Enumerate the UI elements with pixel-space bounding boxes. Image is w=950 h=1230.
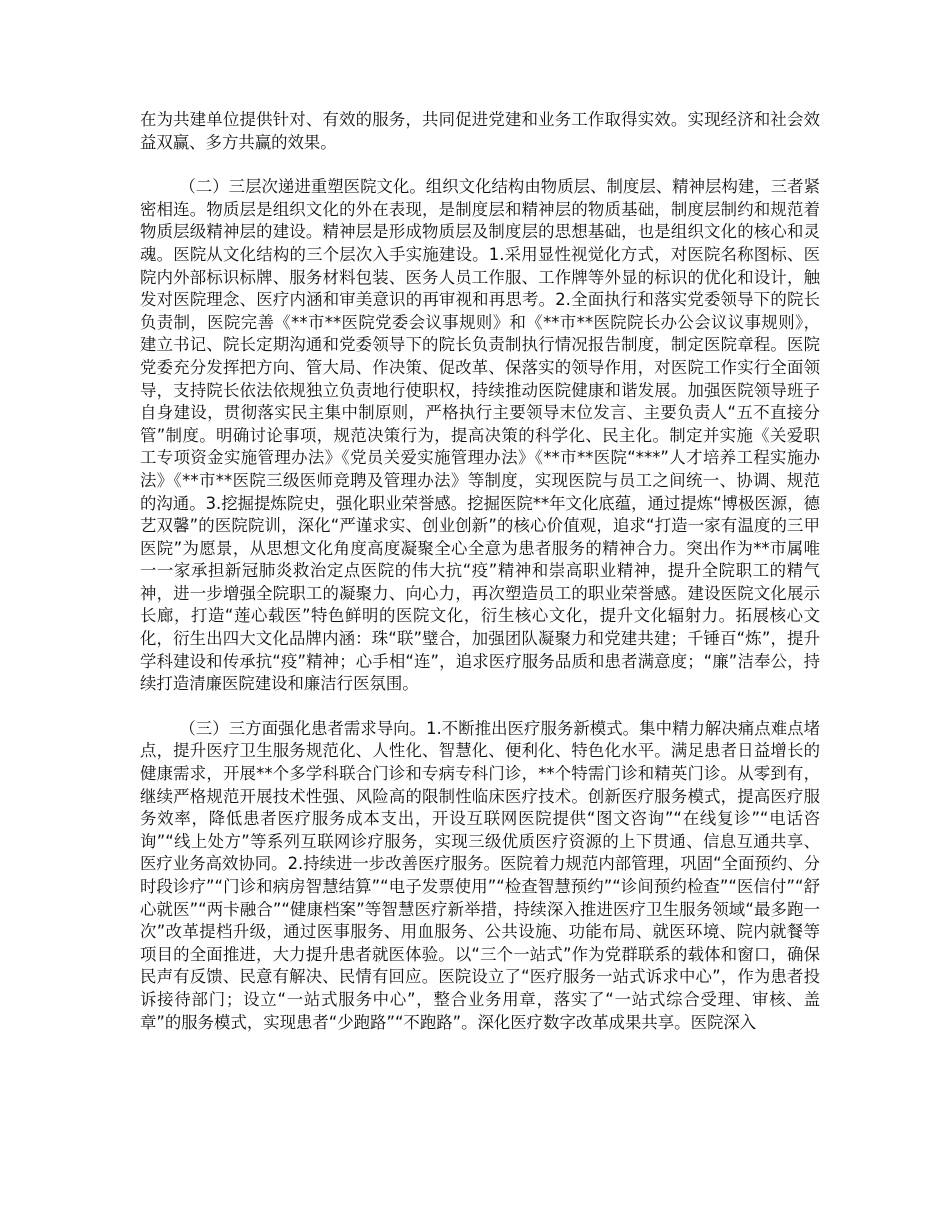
paragraph-hospital-culture: （二）三层次递进重塑医院文化。组织文化结构由物质层、制度层、精神层构建，三者紧密相连。物质层是组织文化的外在表现，是制度层和精神层的物质基础，制度层制约和规范着物质层级精神层的建设。精神层是形成物质层及制度层的思想基础，也是组织文化的核心和灵魂。医院从文化结构的三个层次入手实施建设。1.采用显性视觉化方式，对医院名称图标、医院内外部标识标牌、服务材料包装、医务人员工作服、工作牌等外显的标识的优化和设计，触发对医院理念、医疗内涵和审美意识的再审视和再思考。2.全面执行和落实党委领导下的院长负责制，医院完善《**市**医院党委会议事规则》和《**市**医院院长办公会议议事规则》，建立书记、院长定期沟通和党委领导下的院长负责制执行情况报告制度，制定医院章程。医院党委充分发挥把方向、管大局、作决策、促改革、保落实的领导作用，对医院工作实行全面领导，支持院长依法依规独立负责地行使职权，持续推动医院健康和谐发展。加强医院领导班子自身建设，贯彻落实民主集中制原则，严格执行主要领导末位发言、主要负责人“五不直接分管”制度。明确讨论事项，规范决策行为，提高决策的科学化、民主化。制定并实施《关爱职工专项资金实施管理办法》《党员关爱实施管理办法》《**市**医院“***”人才培养工程实施办法》《**市**医院三级医师竞聘及管理办法》等制度，实现医院与员工之间统一、协调、规范的沟通。3.挖掘提炼院史，强化职业荣誉感。挖掘医院**年文化底蕴，通过提炼“博极医源，德艺双馨”的医院院训，深化“严谨求实、创业创新”的核心价值观，追求“打造一家有温度的三甲医院”为愿景，从思想文化角度高度凝聚全心全意为患者服务的精神合力。突出作为**市属唯一一家承担新冠肺炎救治定点医院的伟大抗“疫”精神和崇高职业精神，提升全院职工的精气神，进一步增强全院职工的凝聚力、向心力，再次塑造员工的职业荣誉感。建设医院文化展示长廊，打造“莲心载医”特色鲜明的医院文化，衍生核心文化，提升文化辐射力。拓展核心文化，衍生出四大文化品牌内涵：珠“联”璧合，加强团队凝聚力和党建共建；千锤百“炼”，提升学科建设和传承抗“疫”精神；心手相“连”，追求医疗服务品质和患者满意度；“廉”洁奉公，持续打造清廉医院建设和廉洁行医氛围。 — [140, 177, 820, 694]
paragraph-continuation: 在为共建单位提供针对、有效的服务，共同促进党建和业务工作取得实效。实现经济和社会效益双赢、多方共赢的效果。 — [140, 110, 820, 152]
paragraph-patient-orientation: （三）三方面强化患者需求导向。1.不断推出医疗服务新模式。集中精力解决痛点难点堵点，提升医疗卫生服务规范化、人性化、智慧化、便利化、特色化水平。满足患者日益增长的健康需求，开展**个多学科联合门诊和专病专科门诊，**个特需门诊和精英门诊。从零到有，继续严格规范开展技术性强、风险高的限制性临床医疗技术。创新医疗服务模式，提高医疗服务效率，降低患者医疗服务成本支出，开设互联网医院提供“图文咨询”“在线复诊”“电话咨询”“线上处方”等系列互联网诊疗服务，实现三级优质医疗资源的上下贯通、信息互通共享、医疗业务高效协同。2.持续进一步改善医疗服务。医院着力规范内部管理，巩固“全面预约、分时段诊疗”“门诊和病房智慧结算”“电子发票使用”“检查智慧预约”“诊间预约检查”“医信付”“舒心就医”“两卡融合”“健康档案”等智慧医疗新举措，持续深入推进医疗卫生服务领域“最多跑一次”改革提档升级，通过医事服务、用血服务、公共设施、功能布局、就医环境、院内就餐等项目的全面推进，大力提升患者就医体验。以“三个一站式”作为党群联系的载体和窗口，确保民声有反馈、民意有解决、民情有回应。医院设立了“医疗服务一站式诉求中心”，作为患者投诉接待部门；设立“一站式服务中心”，整合业务用章，落实了“一站式综合受理、审核、盖章”的服务模式，实现患者“少跑路”“不跑路”。深化医疗数字改革成果共享。医院深入 — [140, 718, 820, 1032]
document-body — [140, 109, 820, 1034]
